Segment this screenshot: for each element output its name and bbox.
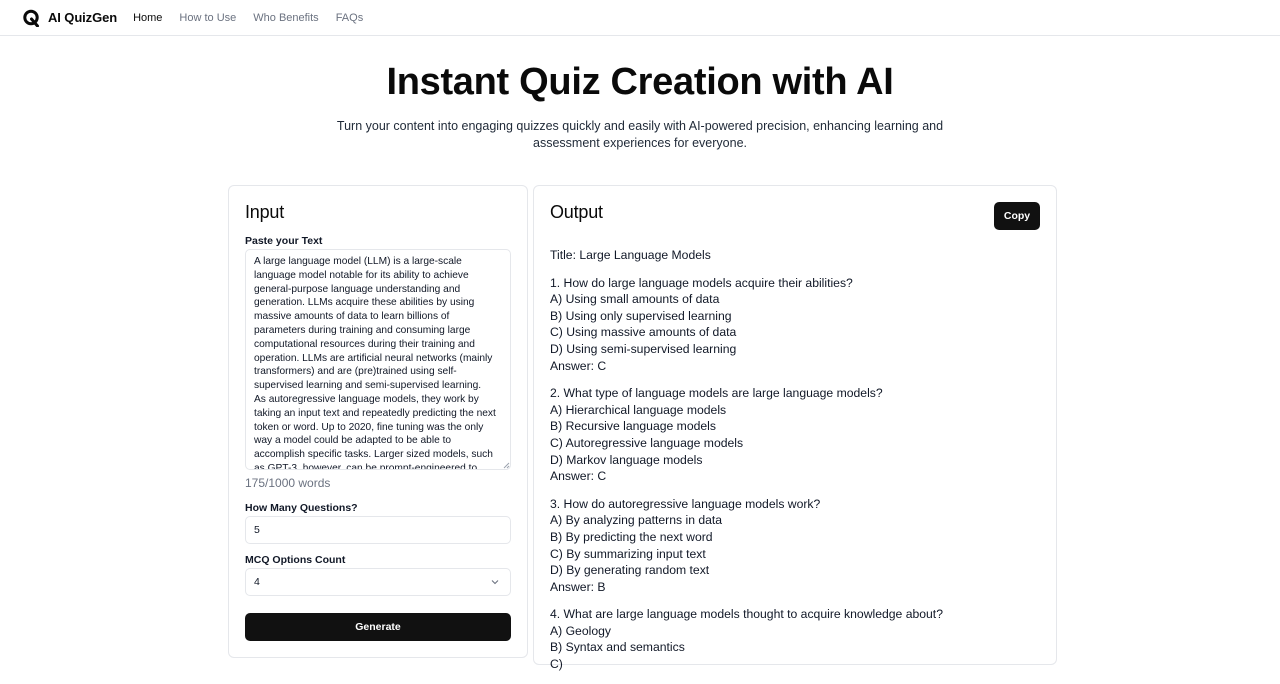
nav-who-benefits[interactable]: Who Benefits <box>253 11 319 24</box>
hero <box>0 60 1280 152</box>
questions-count-input[interactable] <box>245 516 511 544</box>
quiz-question <box>550 275 1030 375</box>
brand[interactable] <box>22 9 117 27</box>
option-text: C) Autoregressive language models <box>550 435 744 450</box>
option-text: A) Using small amounts of data <box>550 292 720 307</box>
output-panel-title: Output <box>550 202 603 222</box>
q-logo-icon <box>22 9 40 27</box>
option-text: B) Syntax and semantics <box>550 640 685 655</box>
nav-how-to-use[interactable]: How to Use <box>179 11 237 24</box>
quiz-output <box>550 247 1030 684</box>
chevron-down-icon <box>491 578 499 586</box>
option-text: D) By generating random text <box>550 563 710 578</box>
option-text: B) Recursive language models <box>550 419 716 434</box>
answer-text: Answer: C <box>550 469 607 484</box>
resize-handle-icon[interactable] <box>502 461 510 469</box>
copy-button[interactable]: Copy <box>994 202 1040 230</box>
input-panel-title: Input <box>245 202 285 222</box>
answer-text: Answer: C <box>550 358 607 373</box>
quiz-question <box>550 496 1030 596</box>
questions-count-value: 5 <box>254 524 260 536</box>
text-input[interactable] <box>245 249 511 470</box>
top-nav <box>0 0 1280 36</box>
quiz-question <box>550 606 1030 672</box>
option-text: A) Hierarchical language models <box>550 402 727 417</box>
hero-subtitle: Turn your content into engaging quizzes quickly and easily with AI-powered precision, enhancing learning and assessment experiences for everyone. <box>336 119 944 150</box>
question-text: 1. How do large language models acquire their abilities? <box>550 275 853 290</box>
generate-button[interactable]: Generate <box>245 613 511 641</box>
option-text: D) Markov language models <box>550 452 703 467</box>
questions-count-label: How Many Questions? <box>245 502 358 514</box>
option-text: B) By predicting the next word <box>550 529 713 544</box>
options-count-select[interactable] <box>245 568 511 596</box>
input-panel <box>228 185 528 658</box>
option-text: C) Using massive amounts of data <box>550 325 737 340</box>
word-count: 175/1000 words <box>245 476 331 490</box>
paste-text-label: Paste your Text <box>245 235 323 247</box>
options-count-value: 4 <box>254 576 260 588</box>
quiz-question <box>550 385 1030 485</box>
question-text: 3. How do autoregressive language models work? <box>550 496 821 511</box>
option-text: D) Using semi-supervised learning <box>550 341 737 356</box>
nav-faqs[interactable]: FAQs <box>335 11 364 24</box>
option-text: A) Geology <box>550 623 611 638</box>
brand-name: AI QuizGen <box>48 10 118 25</box>
answer-text: Answer: B <box>550 579 606 594</box>
question-text: 4. What are large language models thought to acquire knowledge about? <box>550 607 943 622</box>
option-text: C) <box>550 657 563 672</box>
nav-home[interactable]: Home <box>133 11 163 24</box>
option-text: C) By summarizing input text <box>550 546 706 561</box>
option-text: B) Using only supervised learning <box>550 308 732 323</box>
hero-title: Instant Quiz Creation with AI <box>386 61 894 103</box>
options-count-label: MCQ Options Count <box>245 554 346 566</box>
panels <box>228 185 1057 672</box>
output-panel <box>533 185 1057 672</box>
question-text: 2. What type of language models are large language models? <box>550 386 883 401</box>
option-text: A) By analyzing patterns in data <box>550 513 723 528</box>
quiz-title: Title: Large Language Models <box>550 248 711 262</box>
